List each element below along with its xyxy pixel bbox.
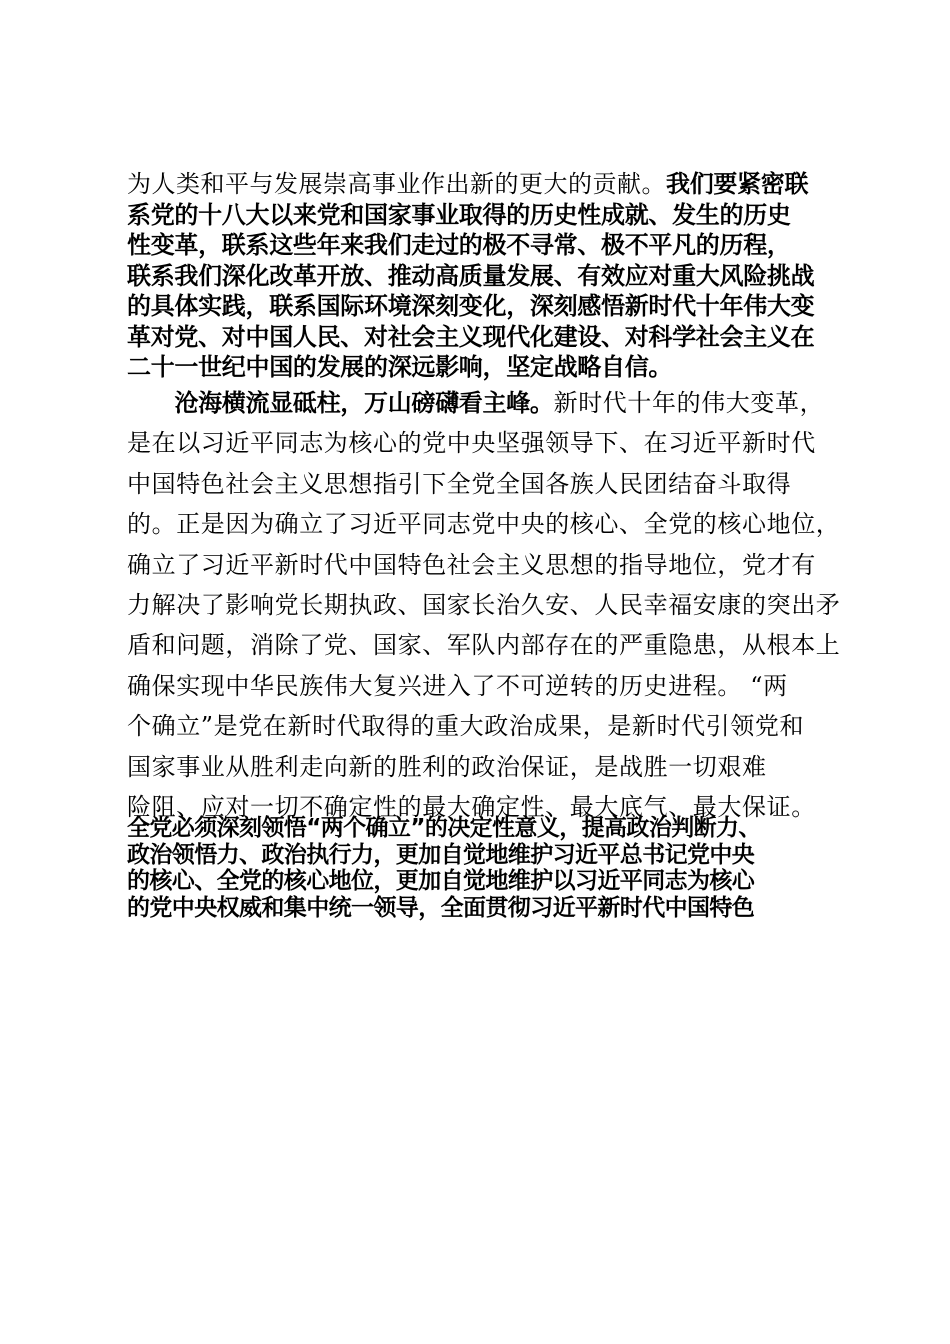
paragraph-2-line — [127, 465, 843, 505]
line-serif-text: 为人类和平与发展崇高事业作出新的更大的贡献。 — [127, 170, 666, 198]
line-bold-text: 的具体实践，联系国际环境深刻变化，深刻感悟新时代十年伟大变 — [127, 292, 815, 320]
line-bold-text: 革对党、对中国人民、对社会主义现代化建设、对科学社会主义在 — [127, 322, 815, 351]
paragraph-1-line — [127, 353, 843, 384]
line-serif-text: 力解决了影响党长期执政、国家长治久安、人民幸福安康的突出矛 — [127, 591, 841, 620]
line-serif-text: 国家事业从胜利走向新的胜利的政治保证，是战胜一切艰难 — [127, 752, 767, 781]
line-bold-text: 联系我们深化改革开放、推动高质量发展、有效应对重大风险挑战 — [127, 261, 815, 290]
paragraph-3 — [127, 815, 843, 921]
line-serif-text: 确保实现中华民族伟大复兴进入了不可逆转的历史进程。 “两 — [127, 671, 788, 700]
paragraph-3-line: 政治领悟力、政治执行力，更加自觉地维护习近平总书记党中央 — [127, 841, 755, 868]
paragraph-2 — [127, 384, 843, 828]
paragraph-1-line — [127, 262, 843, 293]
line-serif-text: 中国特色社会主义思想指引下全党全国各族人民团结奋斗取得 — [127, 469, 792, 498]
line-serif-text: 确立了习近平新时代中国特色社会主义思想的指导地位，党才有 — [127, 550, 816, 579]
paragraph-3-line: 全党必须深刻领悟“两个确立”的决定性意义，提高政治判断力、 — [127, 815, 761, 841]
line-bold-text: 性变革，联系这些年来我们走过的极不寻常、极不平凡的历程， — [127, 231, 791, 259]
paragraph-1-line — [127, 323, 843, 354]
line-bold-text: 沧海横流显砥柱，万山磅礴看主峰。 — [127, 389, 554, 417]
line-bold-text: 系党的十八大以来党和国家事业取得的历史性成就、发生的历史 — [127, 200, 791, 229]
line-serif-text: 盾和问题，消除了党、国家、军队内部存在的严重隐患，从根本上 — [127, 631, 841, 660]
paragraph-2-line — [127, 748, 843, 788]
line-serif-text: 新时代十年的伟大变革， — [553, 389, 825, 417]
paragraph-1-line — [127, 292, 843, 323]
paragraph-2-line — [127, 546, 843, 586]
paragraph-2-line — [127, 626, 843, 666]
paragraph-2-line — [127, 667, 843, 707]
line-bold-text: 二十一世纪中国的发展的深远影响，坚定战略自信。 — [127, 353, 673, 381]
paragraph-1 — [127, 170, 843, 384]
paragraph-1-line — [127, 231, 843, 262]
line-serif-text: 的。正是因为确立了习近平同志党中央的核心、全党的核心地位， — [127, 510, 841, 539]
paragraph-2-line — [127, 505, 843, 545]
paragraph-1-line — [127, 201, 843, 232]
line-serif-text: 险阻、应对一切不确定性的最大确定性、最大底气、最大保证。 — [127, 793, 816, 822]
paragraph-2-line — [127, 586, 843, 626]
paragraph-3-line: 的核心、全党的核心地位，更加自觉地维护以习近平同志为核心 — [127, 868, 755, 894]
paragraph-2-line — [127, 707, 843, 747]
line-serif-text: 是在以习近平同志为核心的党中央坚强领导下、在习近平新时代 — [127, 429, 816, 458]
paragraph-2-line — [127, 384, 843, 424]
line-serif-text: 个确立”是党在新时代取得的重大政治成果，是新时代引领党和 — [127, 712, 805, 741]
line-bold-text: 我们要紧密联 — [666, 170, 809, 198]
paragraph-2-line — [127, 424, 843, 464]
paragraph-1-line — [127, 170, 843, 201]
paragraph-3-line: 的党中央权威和集中统一领导，全面贯彻习近平新时代中国特色 — [127, 894, 755, 921]
